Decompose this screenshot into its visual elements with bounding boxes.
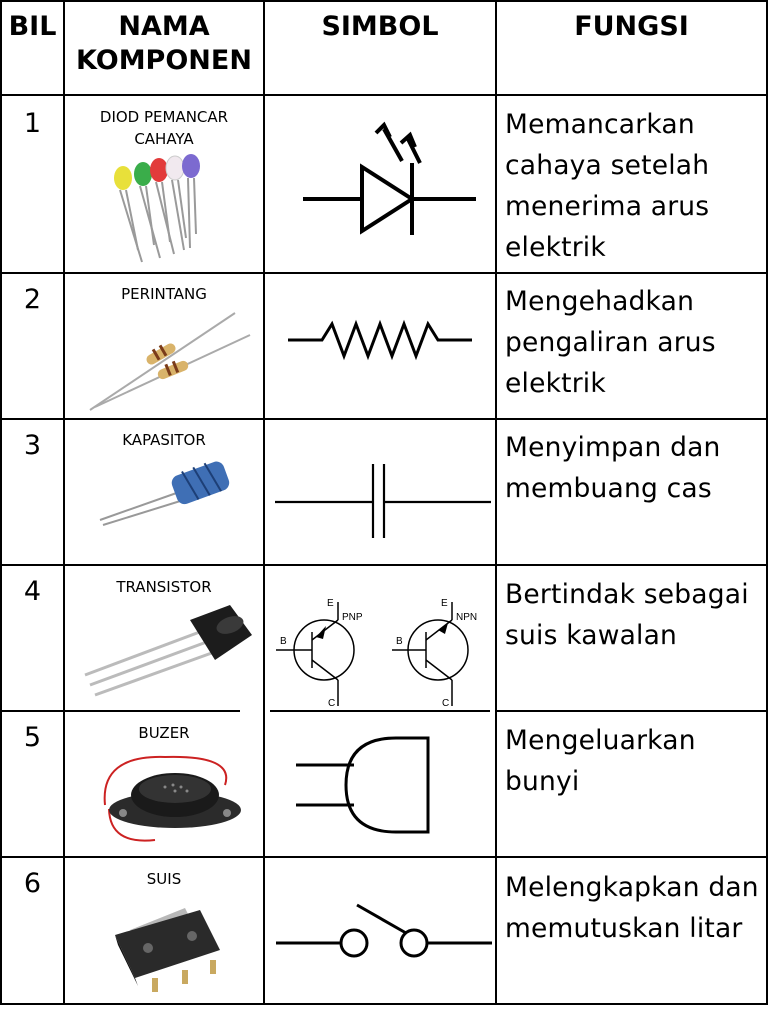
transistor-label: PNP [342,612,363,623]
transistor-symbol-icon [276,592,492,710]
header-nama-komponen: NAMA KOMPONEN [76,11,252,76]
buzzer-photo-icon [95,745,250,850]
component-name: DIOD PEMANCAR CAHAYA [99,108,229,148]
component-function: Menyimpan dan membuang cas [505,432,721,504]
transistor-label: B [396,636,403,647]
row-number: 5 [23,722,42,753]
grid-line [263,0,265,1005]
grid-line [495,0,497,1005]
component-function: Mengehadkan pengaliran arus elektrik [505,286,716,399]
component-function: Memancarkan cahaya setelah menerima arus elektrik [505,109,710,263]
row-number: 1 [23,108,42,139]
row-number: 2 [23,284,42,315]
grid-line [496,710,768,712]
header-simbol: SIMBOL [321,11,439,42]
grid-line [0,856,768,858]
capacitor-photo-icon [95,450,245,530]
led-symbol-icon [300,115,480,240]
grid-line [0,418,768,420]
capacitor-symbol-icon [275,462,495,540]
resistor-photo-icon [85,305,255,415]
grid-line [0,710,240,712]
header-bil: BIL [8,11,57,42]
component-function: Melengkapkan dan memutuskan litar [505,872,759,944]
component-name: TRANSISTOR [116,578,212,596]
grid-line [0,272,768,274]
grid-line [270,710,490,712]
grid-line [0,94,768,96]
transistor-label: E [441,598,448,609]
buzzer-symbol-icon [296,735,436,835]
grid-line [0,1003,768,1005]
component-name: PERINTANG [121,285,207,303]
grid-line [63,0,65,1005]
transistor-photo-icon [80,600,255,700]
switch-symbol-icon [276,895,494,965]
component-name: SUIS [146,870,182,888]
transistor-label: E [327,598,334,609]
grid-line [0,564,768,566]
grid-line [0,0,2,1005]
row-number: 3 [23,430,42,461]
led-photo-icon [100,150,220,270]
resistor-symbol-icon [288,318,474,362]
transistor-label: B [280,636,287,647]
header-fungsi: FUNGSI [574,11,689,42]
transistor-label: C [442,698,450,709]
component-function: Bertindak sebagai suis kawalan [505,579,749,651]
component-function: Mengeluarkan bunyi [505,725,696,797]
grid-line [0,0,768,2]
transistor-label: C [328,698,336,709]
component-name: BUZER [138,724,190,742]
row-number: 6 [23,868,42,899]
transistor-label: NPN [456,612,478,623]
row-number: 4 [23,576,42,607]
component-name: KAPASITOR [122,431,206,449]
switch-photo-icon [100,890,235,995]
